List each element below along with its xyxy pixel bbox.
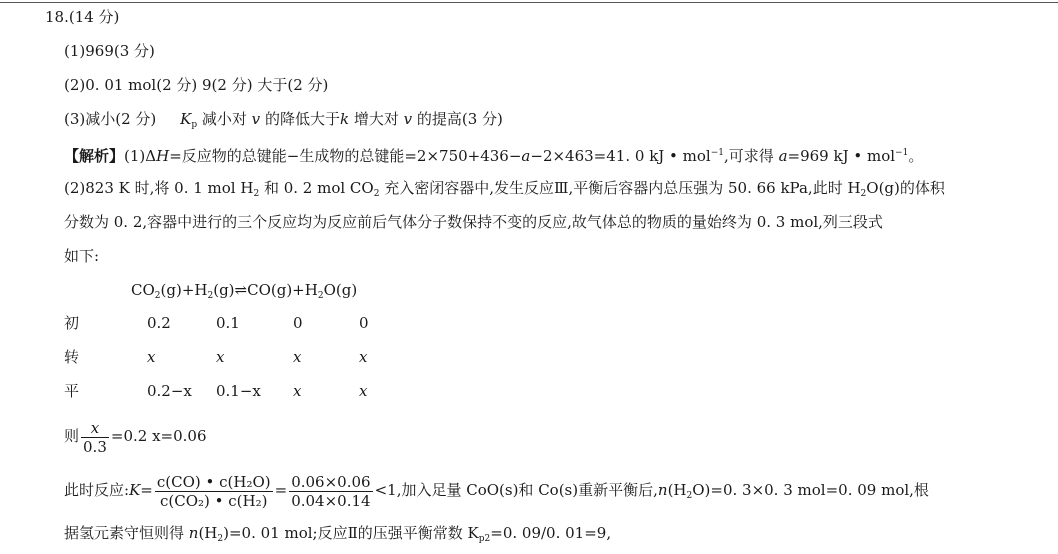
symbol-k: k	[339, 110, 350, 128]
table-cell: 0	[359, 314, 369, 332]
analysis-line-3: 分数为 0. 2,容器中进行的三个反应均为反应前后气体分子数保持不变的反应,故气体总的物质的量始终为 0. 3 mol,列三段式	[64, 213, 883, 231]
fraction-denominator: c(CO₂) • c(H₂)	[160, 491, 268, 510]
answer-3-text: 的提高(3 分)	[416, 110, 503, 128]
equation-part: (g)+H	[160, 281, 208, 299]
analysis-text: (1)Δ	[124, 147, 157, 165]
sub-p2: p2	[478, 534, 491, 544]
answer-1: (1)969(3 分)	[64, 42, 155, 60]
fraction-denominator: 0.3	[83, 437, 107, 456]
table-cell: 0.1−x	[216, 382, 261, 400]
final-text: =0. 09/0. 01=9,	[490, 524, 612, 542]
symbol-k-const: K	[129, 481, 141, 499]
answer-3-part: (3)减小(2 分)	[64, 110, 157, 128]
table-cell: x	[293, 382, 302, 400]
row-label: 转	[64, 348, 80, 366]
sub-2: 2	[373, 189, 380, 199]
analysis-line-4: 如下:	[64, 247, 100, 265]
table-cell: 0	[293, 314, 303, 332]
final-text: (H	[198, 524, 218, 542]
fraction-numerator: c(CO) • c(H₂O)	[156, 472, 271, 491]
sub-p: p	[191, 120, 198, 130]
equation-part: CO	[131, 281, 155, 299]
top-rule	[0, 2, 1058, 3]
analysis-text: O(g)的体积	[866, 179, 945, 197]
sub-2: 2	[686, 491, 693, 501]
symbol-v: v	[251, 110, 261, 128]
k-text: 此时反应:	[64, 481, 130, 499]
analysis-text: (2)823 K 时,将 0. 1 mol H	[64, 179, 254, 197]
table-cell: 0.2−x	[147, 382, 192, 400]
sub-2: 2	[317, 291, 324, 301]
equilibrium-constant-line	[64, 470, 929, 516]
k-text: <1,加入足量 CoO(s)和 Co(s)重新平衡后,	[374, 481, 658, 499]
final-line	[64, 523, 611, 549]
sub-2: 2	[207, 291, 214, 301]
analysis-line-2	[64, 178, 945, 204]
table-cell: x	[216, 348, 225, 366]
sup-minus-one: −1	[710, 148, 725, 158]
analysis-text: ,可求得	[724, 147, 774, 165]
analysis-tag: 【解析】	[64, 147, 125, 165]
symbol-a: a	[778, 147, 788, 165]
sub-2: 2	[253, 189, 260, 199]
row-label: 初	[64, 314, 80, 332]
fraction-numerator	[81, 419, 109, 438]
equation-part: (g)⇌CO(g)+H	[213, 281, 318, 299]
k-text: (H	[667, 481, 687, 499]
equation-part: O(g)	[323, 281, 358, 299]
table-cell: 0.1	[216, 314, 240, 332]
symbol-v: v	[403, 110, 413, 128]
k-text: =	[274, 481, 288, 499]
answer-3-text: 增大对	[353, 110, 399, 128]
symbol-n: n	[188, 524, 199, 542]
analysis-text: 。	[908, 147, 924, 165]
fraction	[289, 473, 372, 510]
answer-3-text: 的降低大于	[264, 110, 340, 128]
fraction	[81, 419, 109, 456]
sup-minus-one: −1	[895, 148, 909, 158]
k-text: =	[140, 481, 153, 499]
table-cell: 0.2	[147, 314, 171, 332]
solve-line	[64, 416, 207, 456]
analysis-text: 充入密闭容器中,发生反应Ⅲ,平衡后容器内总压强为 50. 66 kPa,此时 H	[379, 179, 861, 197]
sub-2: 2	[154, 291, 161, 301]
answer-2: (2)0. 01 mol(2 分) 9(2 分) 大于(2 分)	[64, 76, 329, 94]
analysis-line-1	[64, 143, 923, 166]
table-cell: x	[359, 348, 368, 366]
analysis-text: =969 kJ • mol	[787, 147, 896, 165]
fraction	[155, 473, 273, 510]
answer-3-text: 减小对	[201, 110, 247, 128]
symbol-n: n	[657, 481, 668, 499]
sub-2: 2	[217, 534, 224, 544]
symbol-x: x	[90, 418, 100, 437]
final-text: 据氢元素守恒则得	[64, 524, 189, 542]
table-cell: x	[293, 348, 302, 366]
question-number: 18.(14 分)	[45, 8, 120, 26]
table-cell: x	[147, 348, 156, 366]
answer-3	[64, 109, 503, 135]
symbol-h: H	[156, 147, 170, 165]
reaction-equation	[131, 280, 357, 306]
row-label: 平	[64, 382, 80, 400]
final-text: )=0. 01 mol;反应Ⅱ的压强平衡常数 K	[223, 524, 479, 542]
analysis-text: 和 0. 2 mol CO	[259, 179, 374, 197]
fraction-numerator: 0.06×0.06	[291, 472, 371, 491]
table-cell: x	[359, 382, 368, 400]
analysis-text: =反应物的总键能−生成物的总键能=2×750+436−	[169, 147, 522, 165]
analysis-text: −2×463=41. 0 kJ • mol	[530, 147, 711, 165]
symbol-kp: K	[180, 110, 192, 128]
solve-rest: =0.2 x=0.06	[110, 427, 207, 445]
k-text: O)=0. 3×0. 3 mol=0. 09 mol,根	[692, 481, 929, 499]
sub-2: 2	[860, 189, 867, 199]
fraction-denominator: 0.04×0.14	[291, 491, 371, 510]
symbol-a: a	[521, 147, 531, 165]
solve-prefix: 则	[64, 427, 80, 445]
